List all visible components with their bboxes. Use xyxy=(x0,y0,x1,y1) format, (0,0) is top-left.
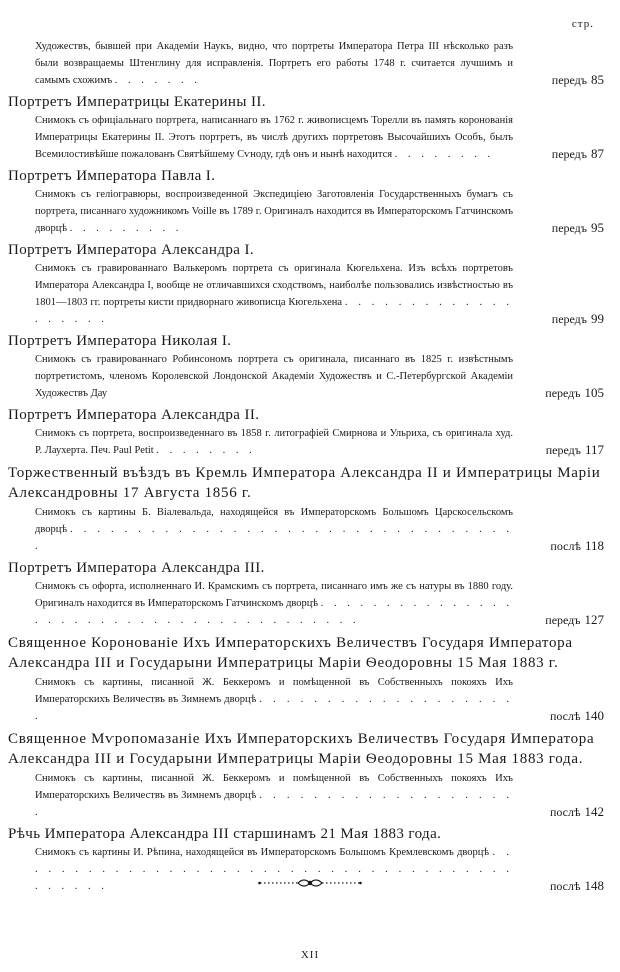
list-entry xyxy=(8,559,604,629)
entry-title: Рѣчь Императора Александра III старшинамъ 21 Мая 1883 года. xyxy=(8,826,442,842)
entry-page-reference xyxy=(516,611,604,629)
entry-title: Портретъ Императора Александра I. xyxy=(8,242,255,258)
entry-page-reference xyxy=(516,441,604,459)
page-folio: XII xyxy=(300,949,320,961)
entry-description xyxy=(35,351,604,402)
entry-description xyxy=(35,770,604,821)
entry-description-text: Снимокъ съ картины И. Рѣпина, находящейся въ Императорскомъ Большомъ Кремлевскомъ дворцѣ xyxy=(35,847,490,858)
leader-dots: . . . . . . . . . . . . . . . . . . . . . . . . . . . . . . . . . . xyxy=(35,524,514,552)
entry-description-text: Снимокъ съ гравированнаго Робинсономъ портрета съ оригинала, писаннаго въ 1825 г. извѣстнымъ портретистомъ, членомъ Королевской Лондонской Академіи Художествъ и С.-Петербургской Академіи Художествъ Дау xyxy=(35,354,513,399)
entry-description-text: Снимокъ съ картины Б. Віалевальда, находящейся въ Императорскомъ Большомъ Царскосельскомъ дворцѣ xyxy=(35,507,513,535)
ref-label: послѣ xyxy=(549,805,581,819)
entry-description-text: Снимокъ съ картины, писанной Ж. Беккеромъ и помѣщенной въ Собственныхъ покояхъ Ихъ Императорскихъ Величествъ въ Зимнемъ дворцѣ xyxy=(35,677,513,705)
ref-page-number: 142 xyxy=(584,804,604,819)
ref-page-number: 95 xyxy=(591,220,604,235)
entry-description xyxy=(35,112,604,163)
ref-label: передъ xyxy=(551,73,587,87)
entry-description-text: Снимокъ съ офорта, исполненнаго И. Крамскимъ съ портрета, писаннаго имъ же съ натуры въ 1880 году. Оригиналъ находится въ Императорскомъ Гатчинскомъ дворцѣ xyxy=(35,581,513,609)
leader-dots: . . . . . . . . . . . . . . . . . . . . xyxy=(35,694,514,722)
list-entry xyxy=(8,167,604,237)
page-column-header: стр. xyxy=(571,18,594,30)
entry-description-text: Художествъ, бывшей при Академіи Наукъ, видно, что портреты Императора Петра III нѣсколько разъ были возвращаемы Штенглину для исправленія. Портретъ его работы 1748 г. считается лучшимъ и самымъ схожимъ xyxy=(35,41,513,86)
entry-description xyxy=(35,674,604,725)
list-entry xyxy=(8,633,604,725)
list-entry xyxy=(8,406,604,459)
ornament-divider-icon xyxy=(258,876,362,890)
ref-label: передъ xyxy=(545,386,581,400)
entry-title: Священное Мѵропомазаніе Ихъ Императорскихъ Величествъ Государя Императора Александра III и Государыни Императрицы Маріи Ѳеодоровны 15 Мая 1883 года. xyxy=(8,731,595,767)
ref-page-number: 99 xyxy=(591,311,604,326)
entry-page-reference xyxy=(516,707,604,725)
leader-dots: . . . . . . . . . xyxy=(69,223,183,234)
leader-dots: . . . . . . . . xyxy=(394,149,495,160)
ref-page-number: 118 xyxy=(584,538,604,553)
entry-page-reference xyxy=(516,537,604,555)
ref-label: передъ xyxy=(551,312,587,326)
entry-title: Портретъ Императрицы Екатерины II. xyxy=(8,94,266,110)
list-entry xyxy=(8,241,604,328)
list-entry xyxy=(8,463,604,555)
entry-page-reference xyxy=(516,71,604,89)
entry-description-text: Снимокъ съ офиціальнаго портрета, написаннаго въ 1762 г. живописцемъ Торелли въ память коронованія Императрицы Екатерины II. Этотъ портретъ, въ числѣ другихъ портретовъ Высочайшихъ Особъ, былъ Всемилостивѣйше пожалованъ Святѣйшему Сѵноду, гдѣ онъ и нынѣ находится xyxy=(35,115,513,160)
entry-page-reference xyxy=(516,803,604,821)
ref-page-number: 105 xyxy=(584,385,604,400)
entry-title: Портретъ Императора Павла I. xyxy=(8,168,216,184)
entry-description xyxy=(35,425,604,459)
entry-page-reference xyxy=(516,310,604,328)
entry-description xyxy=(35,260,604,328)
ref-label: передъ xyxy=(551,221,587,235)
list-entry xyxy=(8,93,604,163)
ref-page-number: 148 xyxy=(584,878,604,893)
entry-title: Священное Коронованіе Ихъ Императорскихъ Величествъ Государя Императора Александра III и Государыни Императрицы Маріи Ѳеодоровны 15 Мая 1883 г. xyxy=(8,635,573,671)
entry-description-text: Снимокъ съ картины, писанной Ж. Беккеромъ и помѣщенной въ Собственныхъ покояхъ Ихъ Императорскихъ Величествъ въ Зимнемъ дворцѣ xyxy=(35,773,513,801)
entry-page-reference xyxy=(516,384,604,402)
leader-dots: . . . . . . . . . . . . . . . . . . . . . . . . . . . . . . . . . . . . . . . . . . . . xyxy=(35,847,514,892)
entry-description-text: Снимокъ съ портрета, воспроизведеннаго въ 1858 г. литографіей Смирнова и Ульриха, съ оригинала худ. Р. Лаухерта. Печ. Paul Petit xyxy=(35,428,513,456)
entry-description xyxy=(35,504,604,555)
entry-description xyxy=(35,186,604,237)
ref-label: передъ xyxy=(551,147,587,161)
entry-description xyxy=(35,578,604,629)
entry-description-text: Снимокъ съ геліогравюры, воспроизведенной Экспедиціею Заготовленія Государственныхъ бумагъ съ портрета, писаннаго художникомъ Voille въ 1789 г. Оригиналъ находится въ Императорскомъ Гатчинскомъ дворцѣ xyxy=(35,189,513,234)
entry-title: Портретъ Императора Александра III. xyxy=(8,560,265,576)
entry-page-reference xyxy=(516,219,604,237)
leader-dots: . . . . . . . xyxy=(114,75,201,86)
entry-page-reference xyxy=(516,877,604,895)
entry-title: Портретъ Императора Александра II. xyxy=(8,407,260,423)
ref-page-number: 85 xyxy=(591,72,604,87)
leader-dots: . . . . . . . . . . . . . . . . . . . . . . . . . . . . . . . . . . . . . . . . xyxy=(35,598,514,626)
list-entry xyxy=(8,332,604,402)
ref-page-number: 140 xyxy=(584,708,604,723)
ref-label: послѣ xyxy=(549,709,581,723)
list-entry xyxy=(8,729,604,821)
ref-page-number: 87 xyxy=(591,146,604,161)
leader-dots: . . . . . . . . . . . . . . . . . . . xyxy=(35,297,514,325)
illustrations-list xyxy=(8,38,604,899)
entry-page-reference xyxy=(516,145,604,163)
entry-title: Портретъ Императора Николая I. xyxy=(8,333,232,349)
leader-dots: . . . . . . . . xyxy=(156,445,256,456)
ref-label: послѣ xyxy=(550,539,581,553)
list-entry xyxy=(8,38,604,89)
ref-page-number: 127 xyxy=(584,612,604,627)
ref-page-number: 117 xyxy=(584,442,604,457)
ref-label: послѣ xyxy=(549,879,581,893)
entry-title: Торжественный въѣздъ въ Кремль Императора Александра II и Императрицы Маріи Александровны 17 Августа 1856 г. xyxy=(8,465,601,501)
ref-label: передъ xyxy=(545,613,581,627)
entry-description xyxy=(35,38,604,89)
ref-label: передъ xyxy=(545,443,581,457)
leader-dots: . . . . . . . . . . . . . . . . . . . . xyxy=(35,790,514,818)
entry-description-text: Снимокъ съ гравированнаго Валькеромъ портрета съ оригинала Кюгельхена. Изъ всѣхъ портретовъ Императора Александра I, вообще не отличавшихся сходствомъ, наиболѣе пользовались извѣстностью въ 1801—1803 гг. портреты кисти придворнаго живописца Кюгельхена xyxy=(35,263,513,308)
